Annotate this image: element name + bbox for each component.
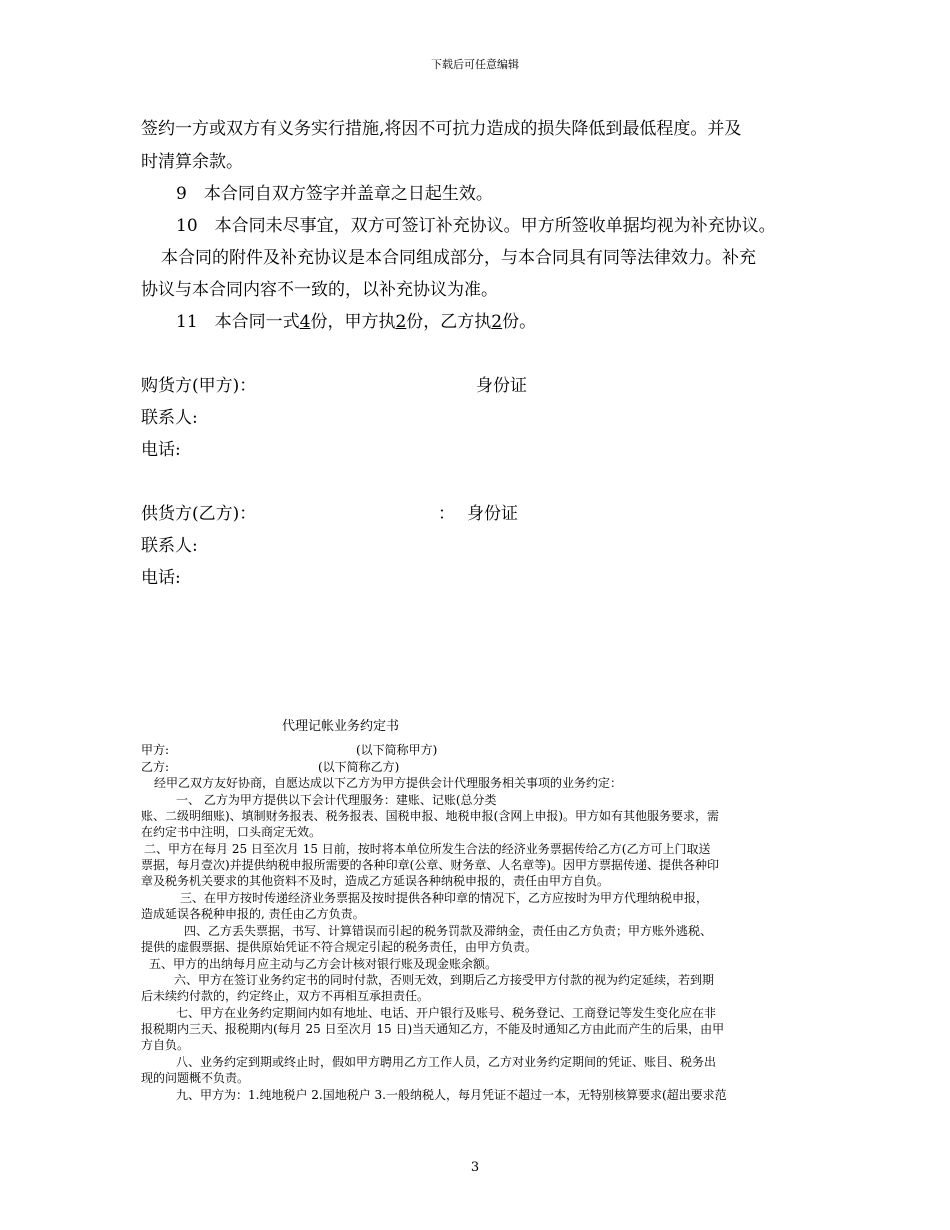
buyer-id-label: 身份证 xyxy=(476,376,527,396)
contract-line: 签约一方或双方有义务实行措施,将因不可抗力造成的损失降低到最低程度。并及 xyxy=(141,119,742,139)
agreement-paragraph: 现的问题概不负责。 xyxy=(141,1071,250,1085)
supplier-contact-label: 联系人: xyxy=(141,536,198,556)
clause-10-continued: 本合同的附件及补充协议是本合同组成部分，与本合同具有同等法律效力。补充 xyxy=(161,248,756,268)
buyer-phone-label: 电话: xyxy=(141,440,181,460)
agreement-paragraph: 六、甲方在签订业务约定书的同时付款，否则无效，到期后乙方接受甲方付款的视为约定延续，若到期 xyxy=(174,973,715,987)
copies-total: 4 xyxy=(299,312,311,332)
clause-10: 10 本合同未尽事宜，双方可签订补充协议。甲方所签收单据均视为补充协议。 xyxy=(176,216,776,236)
clause-9: 9 本合同自双方签字并盖章之日起生效。 xyxy=(176,184,493,204)
agreement-paragraph: 五、甲方的出纳每月应主动与乙方会计核对银行账及现金账余额。 xyxy=(149,957,498,971)
agreement-party-b-label: 乙方: xyxy=(141,760,170,774)
supplier-phone-label: 电话: xyxy=(141,568,181,588)
agreement-paragraph: 后未续约付款的，约定终止，双方不再相互承担责任。 xyxy=(141,989,430,1003)
agreement-paragraph: 二、甲方在每月 25 日至次月 15 日前，按时将本单位所发生合法的经济业务票据传给乙方(乙方可上门取送 xyxy=(144,842,711,856)
agreement-paragraph: 造成延误各税种申报的, 责任由乙方负责。 xyxy=(141,907,365,921)
agreement-paragraph: 八、业务约定到期或终止时，假如甲方聘用乙方工作人员，乙方对业务约定期间的凭证、账目、税务出 xyxy=(176,1055,717,1069)
agreement-paragraph: 九、甲方为：1.纯地税户 2.国地税户 3.一般纳税人，每月凭证不超过一本，无特别核算要求(超出要求范 xyxy=(176,1088,727,1102)
agreement-paragraph: 三、在甲方按时传递经济业务票据及按时提供各种印章的情况下，乙方应按时为甲方代理纳税申报， xyxy=(180,891,709,905)
supplier-id-label: 身份证 xyxy=(467,504,518,524)
agreement-intro: 经甲乙双方友好协商，自愿达成以下乙方为甲方提供会计代理服务相关事项的业务约定： xyxy=(154,776,623,790)
buyer-label: 购货方(甲方)： xyxy=(141,376,257,396)
agreement-paragraph: 账、二级明细账)、填制财务报表、税务报表、国税申报、地税申报(含网上申报)。甲方如有其他服务要求，需 xyxy=(141,809,720,823)
copies-party-a: 2 xyxy=(395,312,407,332)
page-header: 下载后可任意编辑 xyxy=(431,58,519,71)
buyer-contact-label: 联系人: xyxy=(141,408,198,428)
contract-line: 时清算余款。 xyxy=(141,152,243,172)
clause-10-continued: 协议与本合同内容不一致的，以补充协议为准。 xyxy=(141,280,498,300)
agreement-paragraph: 票据，每月壹次)并提供纳税申报所需要的各种印章(公章、财务章、人名章等)。因甲方票据传递、提供各种印 xyxy=(141,858,720,872)
agreement-paragraph: 在约定书中注明，口头商定无效。 xyxy=(141,825,322,839)
clause-11-text: 11 本合同一式 xyxy=(176,312,300,332)
clause-11 xyxy=(176,307,536,332)
agreement-title: 代理记帐业务约定书 xyxy=(282,719,400,734)
agreement-party-b-alias: (以下简称乙方) xyxy=(318,760,400,774)
agreement-paragraph: 七、甲方在业务约定期间内如有地址、电话、开户银行及账号、税务登记、工商登记等发生变化应在非 xyxy=(176,1006,717,1020)
clause-11-text: 份，甲方执 xyxy=(310,312,396,332)
agreement-party-a-label: 甲方: xyxy=(141,743,170,757)
agreement-paragraph: 章及税务机关要求的其他资料不及时，造成乙方延误各种纳税申报的，责任由甲方自负。 xyxy=(141,874,610,888)
agreement-paragraph: 提供的虚假票据、提供原始凭证不符合规定引起的税务责任，由甲方负责。 xyxy=(141,940,538,954)
supplier-label: 供货方(乙方)： xyxy=(141,504,257,524)
agreement-paragraph: 报税期内三天、报税期内(每月 25 日至次月 15 日)当天通知乙方，不能及时通知乙方由此而产生的后果，由甲 xyxy=(141,1022,725,1036)
page-number: 3 xyxy=(470,1160,480,1175)
clause-11-text: 份，乙方执 xyxy=(406,312,492,332)
agreement-paragraph: 四、乙方丢失票据，书写、计算错误而引起的税务罚款及滞纳金，责任由乙方负责；甲方账外逃税、 xyxy=(184,924,713,938)
clause-11-text: 份。 xyxy=(502,312,537,332)
agreement-paragraph: 一、 乙方为甲方提供以下会计代理服务：建账、记账(总分类 xyxy=(176,793,497,807)
agreement-paragraph: 方自负。 xyxy=(141,1038,190,1052)
agreement-party-a-alias: (以下简称甲方) xyxy=(356,743,438,757)
copies-party-b: 2 xyxy=(491,312,503,332)
supplier-colon: ： xyxy=(438,504,455,524)
